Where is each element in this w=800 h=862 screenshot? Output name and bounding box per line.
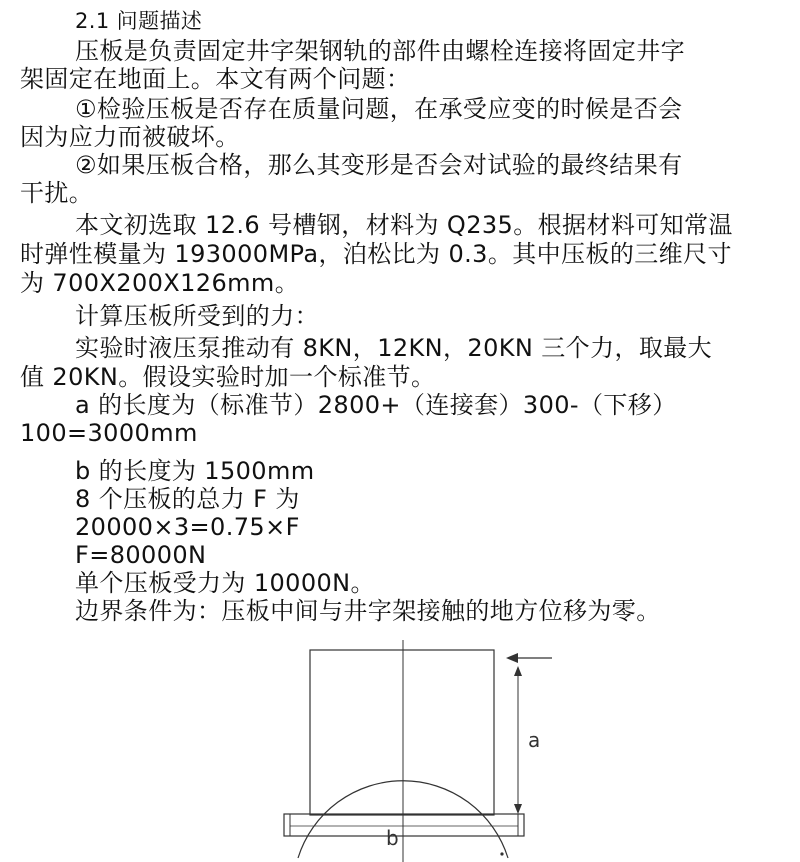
- question-1-line-1: ①检验压板是否存在质量问题，在承受应变的时候是否会: [75, 95, 683, 123]
- force-line-1: 实验时液压泵推动有 8KN，12KN，20KN 三个力，取最大: [75, 334, 713, 362]
- dimension-a-arrow-bottom: [514, 804, 522, 814]
- question-1-line-2: 因为应力而被破坏。: [20, 123, 240, 151]
- result-line: F=80000N: [75, 541, 207, 569]
- material-line-2: 时弹性模量为 193000MPa，泊松比为 0.3。其中压板的三维尺寸: [20, 240, 732, 268]
- force-line-2: 值 20KN。假设实验时加一个标准节。: [20, 363, 436, 391]
- base-plate: [284, 814, 524, 836]
- force-arrow-head: [506, 653, 518, 663]
- length-a-line-1: a 的长度为（标准节）2800+（连接套）300-（下移）: [75, 391, 677, 419]
- section-title: 2.1 问题描述: [75, 9, 203, 33]
- column-outline: [310, 650, 494, 815]
- boundary-condition-line: 边界条件为：压板中间与井字架接触的地方位移为零。: [75, 597, 661, 625]
- label-b: b: [386, 826, 399, 850]
- label-a: a: [528, 728, 541, 752]
- dimension-a-arrow-top: [514, 666, 522, 676]
- question-2-line-1: ②如果压板合格，那么其变形是否会对试验的最终结果有: [75, 151, 683, 179]
- pressure-plate-diagram: [270, 640, 560, 862]
- length-a-line-2: 100=3000mm: [20, 419, 198, 447]
- paragraph-intro-line-2: 架固定在地面上。本文有两个问题：: [20, 65, 411, 93]
- force-heading: 计算压板所受到的力：: [75, 302, 319, 330]
- question-2-line-2: 干扰。: [20, 179, 94, 207]
- length-b-line: b 的长度为 1500mm: [75, 457, 315, 485]
- total-force-line: 8 个压板的总力 F 为: [75, 485, 300, 513]
- material-line-3: 为 700X200X126mm。: [20, 269, 300, 297]
- single-plate-force-line: 单个压板受力为 10000N。: [75, 569, 375, 597]
- equation-line: 20000×3=0.75×F: [75, 513, 300, 541]
- material-line-1: 本文初选取 12.6 号槽钢，材料为 Q235。根据材料可知常温: [75, 211, 733, 239]
- paragraph-intro-line-1: 压板是负责固定井字架钢轨的部件由螺栓连接将固定井字: [75, 37, 685, 65]
- arc-end-dot: [500, 852, 503, 855]
